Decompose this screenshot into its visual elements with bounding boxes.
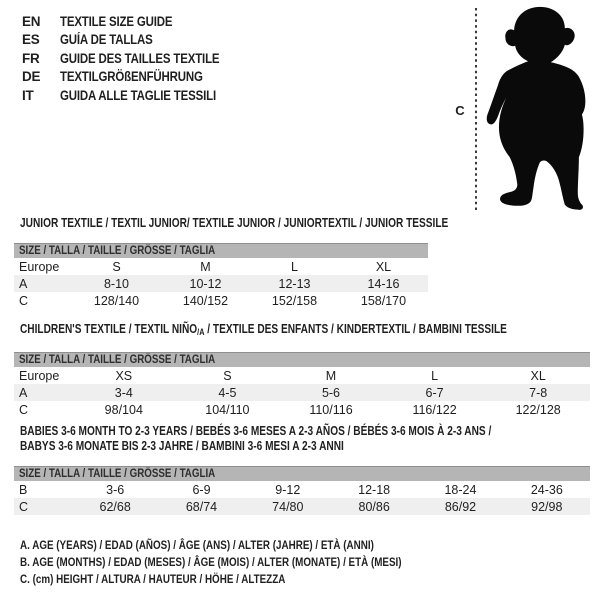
size-cell: 8-10 [103, 276, 130, 291]
size-cell: L [291, 259, 298, 274]
language-list [22, 12, 248, 105]
row-label: C [19, 499, 29, 514]
title-text: / TEXTILE DES ENFANTS / KINDERTEXTIL / BAMBINI TESSILE [204, 322, 507, 336]
size-cell: 110/116 [309, 402, 353, 417]
size-cell: 24-36 [530, 482, 563, 497]
language-row-it [22, 86, 248, 105]
size-cell: 12-13 [278, 276, 311, 291]
size-cell: 140/152 [182, 293, 229, 308]
table-title-line [20, 216, 449, 231]
table-title-line [20, 322, 507, 340]
row-label: C [19, 293, 29, 308]
height-measure-label: C [455, 103, 465, 118]
language-code: IT [22, 87, 34, 103]
size-cell: 6-9 [192, 482, 211, 497]
legend-note-c: C. (cm) HEIGHT / ALTURA / HAUTEUR / HÖHE / ALTEZZA [20, 572, 286, 586]
size-header-text: SIZE / TALLA / TAILLE / GRÖSSE / TAGLIA [19, 245, 216, 257]
size-cell: 74/80 [272, 499, 304, 514]
language-code: DE [22, 69, 41, 85]
size-cell: 104/110 [205, 402, 250, 417]
size-cell: XL [530, 368, 546, 383]
table-row-a [14, 384, 590, 401]
size-cell: 116/122 [412, 402, 457, 417]
row-label: A [19, 385, 28, 400]
size-cell: 128/140 [93, 293, 140, 308]
language-code: ES [22, 32, 40, 48]
baby-silhouette-shape [487, 7, 586, 210]
size-header-text: SIZE / TALLA / TAILLE / GRÖSSE / TAGLIA [19, 468, 216, 480]
table-row-c [14, 498, 590, 515]
title-text: BABIES 3-6 MONTH TO 2-3 YEARS / BEBÉS 3-6 MESES A 2-3 AÑOS / BÉBÉS 3-6 MOIS À 2-3 ANS / [20, 424, 492, 438]
size-cell: 3-4 [114, 385, 133, 400]
title-subscript: /A [197, 327, 205, 337]
size-cell: 152/158 [271, 293, 318, 308]
size-table-children [14, 322, 590, 418]
table-row-c [14, 292, 428, 309]
size-cell: 14-16 [367, 276, 400, 291]
size-cell: 80/86 [358, 499, 390, 514]
size-cell: 6-7 [425, 385, 444, 400]
size-cell: 3-6 [106, 482, 125, 497]
size-table-babies [14, 424, 590, 515]
figure-area [440, 0, 600, 220]
size-cell: 12-18 [358, 482, 391, 497]
size-table-junior [14, 216, 449, 309]
language-row-en [22, 12, 248, 31]
language-title: GUIDA ALLE TAGLIE TESSILI [60, 87, 216, 103]
size-cell: 4-5 [218, 385, 237, 400]
table-row-b [14, 481, 590, 498]
table-title-line [20, 439, 482, 454]
size-cell: 98/104 [104, 402, 143, 417]
language-code: EN [22, 13, 41, 29]
size-cell: 7-8 [529, 385, 548, 400]
size-cell: 68/74 [185, 499, 218, 514]
size-header-bar [14, 352, 590, 367]
legend-notes [20, 537, 485, 588]
size-cell: 92/98 [531, 499, 563, 514]
size-header-text: SIZE / TALLA / TAILLE / GRÖSSE / TAGLIA [19, 354, 216, 366]
size-cell: 62/68 [99, 499, 131, 514]
size-cell: XS [115, 368, 133, 383]
row-label: C [19, 402, 29, 417]
table-row-europe [14, 367, 590, 384]
size-cell: L [431, 368, 439, 383]
size-header-bar [14, 243, 428, 258]
table-row-c [14, 401, 590, 418]
language-row-de [22, 68, 248, 87]
table-row-a [14, 275, 428, 292]
table-row-europe [14, 258, 428, 275]
table-title [14, 216, 449, 231]
size-cell: M [325, 368, 337, 383]
size-cell: S [223, 368, 232, 383]
title-text: CHILDREN'S TEXTILE / TEXTIL NIÑO [20, 322, 198, 336]
size-cell: M [200, 259, 211, 274]
row-label: Europe [19, 368, 60, 383]
language-title: GUÍA DE TALLAS [60, 32, 153, 48]
language-row-es [22, 31, 248, 50]
table-title [14, 424, 590, 454]
table-title [14, 322, 590, 340]
size-cell: 18-24 [444, 482, 477, 497]
size-cell: 122/128 [515, 402, 561, 417]
table-title-line [20, 424, 492, 439]
size-cell: 9-12 [275, 482, 301, 497]
size-cell: 158/170 [360, 293, 407, 308]
title-text: BABYS 3-6 MONATE BIS 2-3 JAHRE / BAMBINI 3-6 MESI A 2-3 ANNI [20, 439, 344, 453]
language-title: TEXTILGRÖßENFÜHRUNG [60, 69, 203, 85]
title-text: JUNIOR TEXTILE / TEXTIL JUNIOR/ TEXTILE JUNIOR / JUNIORTEXTIL / JUNIOR TESSILE [20, 216, 449, 230]
row-label: Europe [19, 259, 60, 274]
legend-note-a: A. AGE (YEARS) / EDAD (AÑOS) / ÂGE (ANS) / ALTER (JAHRE) / ETÀ (ANNI) [20, 538, 374, 552]
size-cell: 5-6 [321, 385, 341, 400]
size-cell: XL [375, 259, 392, 274]
language-title: GUIDE DES TAILLES TEXTILE [60, 50, 220, 66]
size-cell: 10-12 [189, 276, 222, 291]
legend-note-b: B. AGE (MONTHS) / EDAD (MESES) / ÂGE (MOIS) / ALTER (MONATE) / ETÀ (MESI) [20, 555, 402, 569]
row-label: B [19, 482, 28, 497]
row-label: A [19, 276, 28, 291]
size-cell: 86/92 [444, 499, 477, 514]
language-title: TEXTILE SIZE GUIDE [60, 13, 173, 29]
language-row-fr [22, 49, 248, 68]
size-cell: S [112, 259, 121, 274]
size-header-bar [14, 466, 590, 481]
language-code: FR [22, 50, 40, 66]
